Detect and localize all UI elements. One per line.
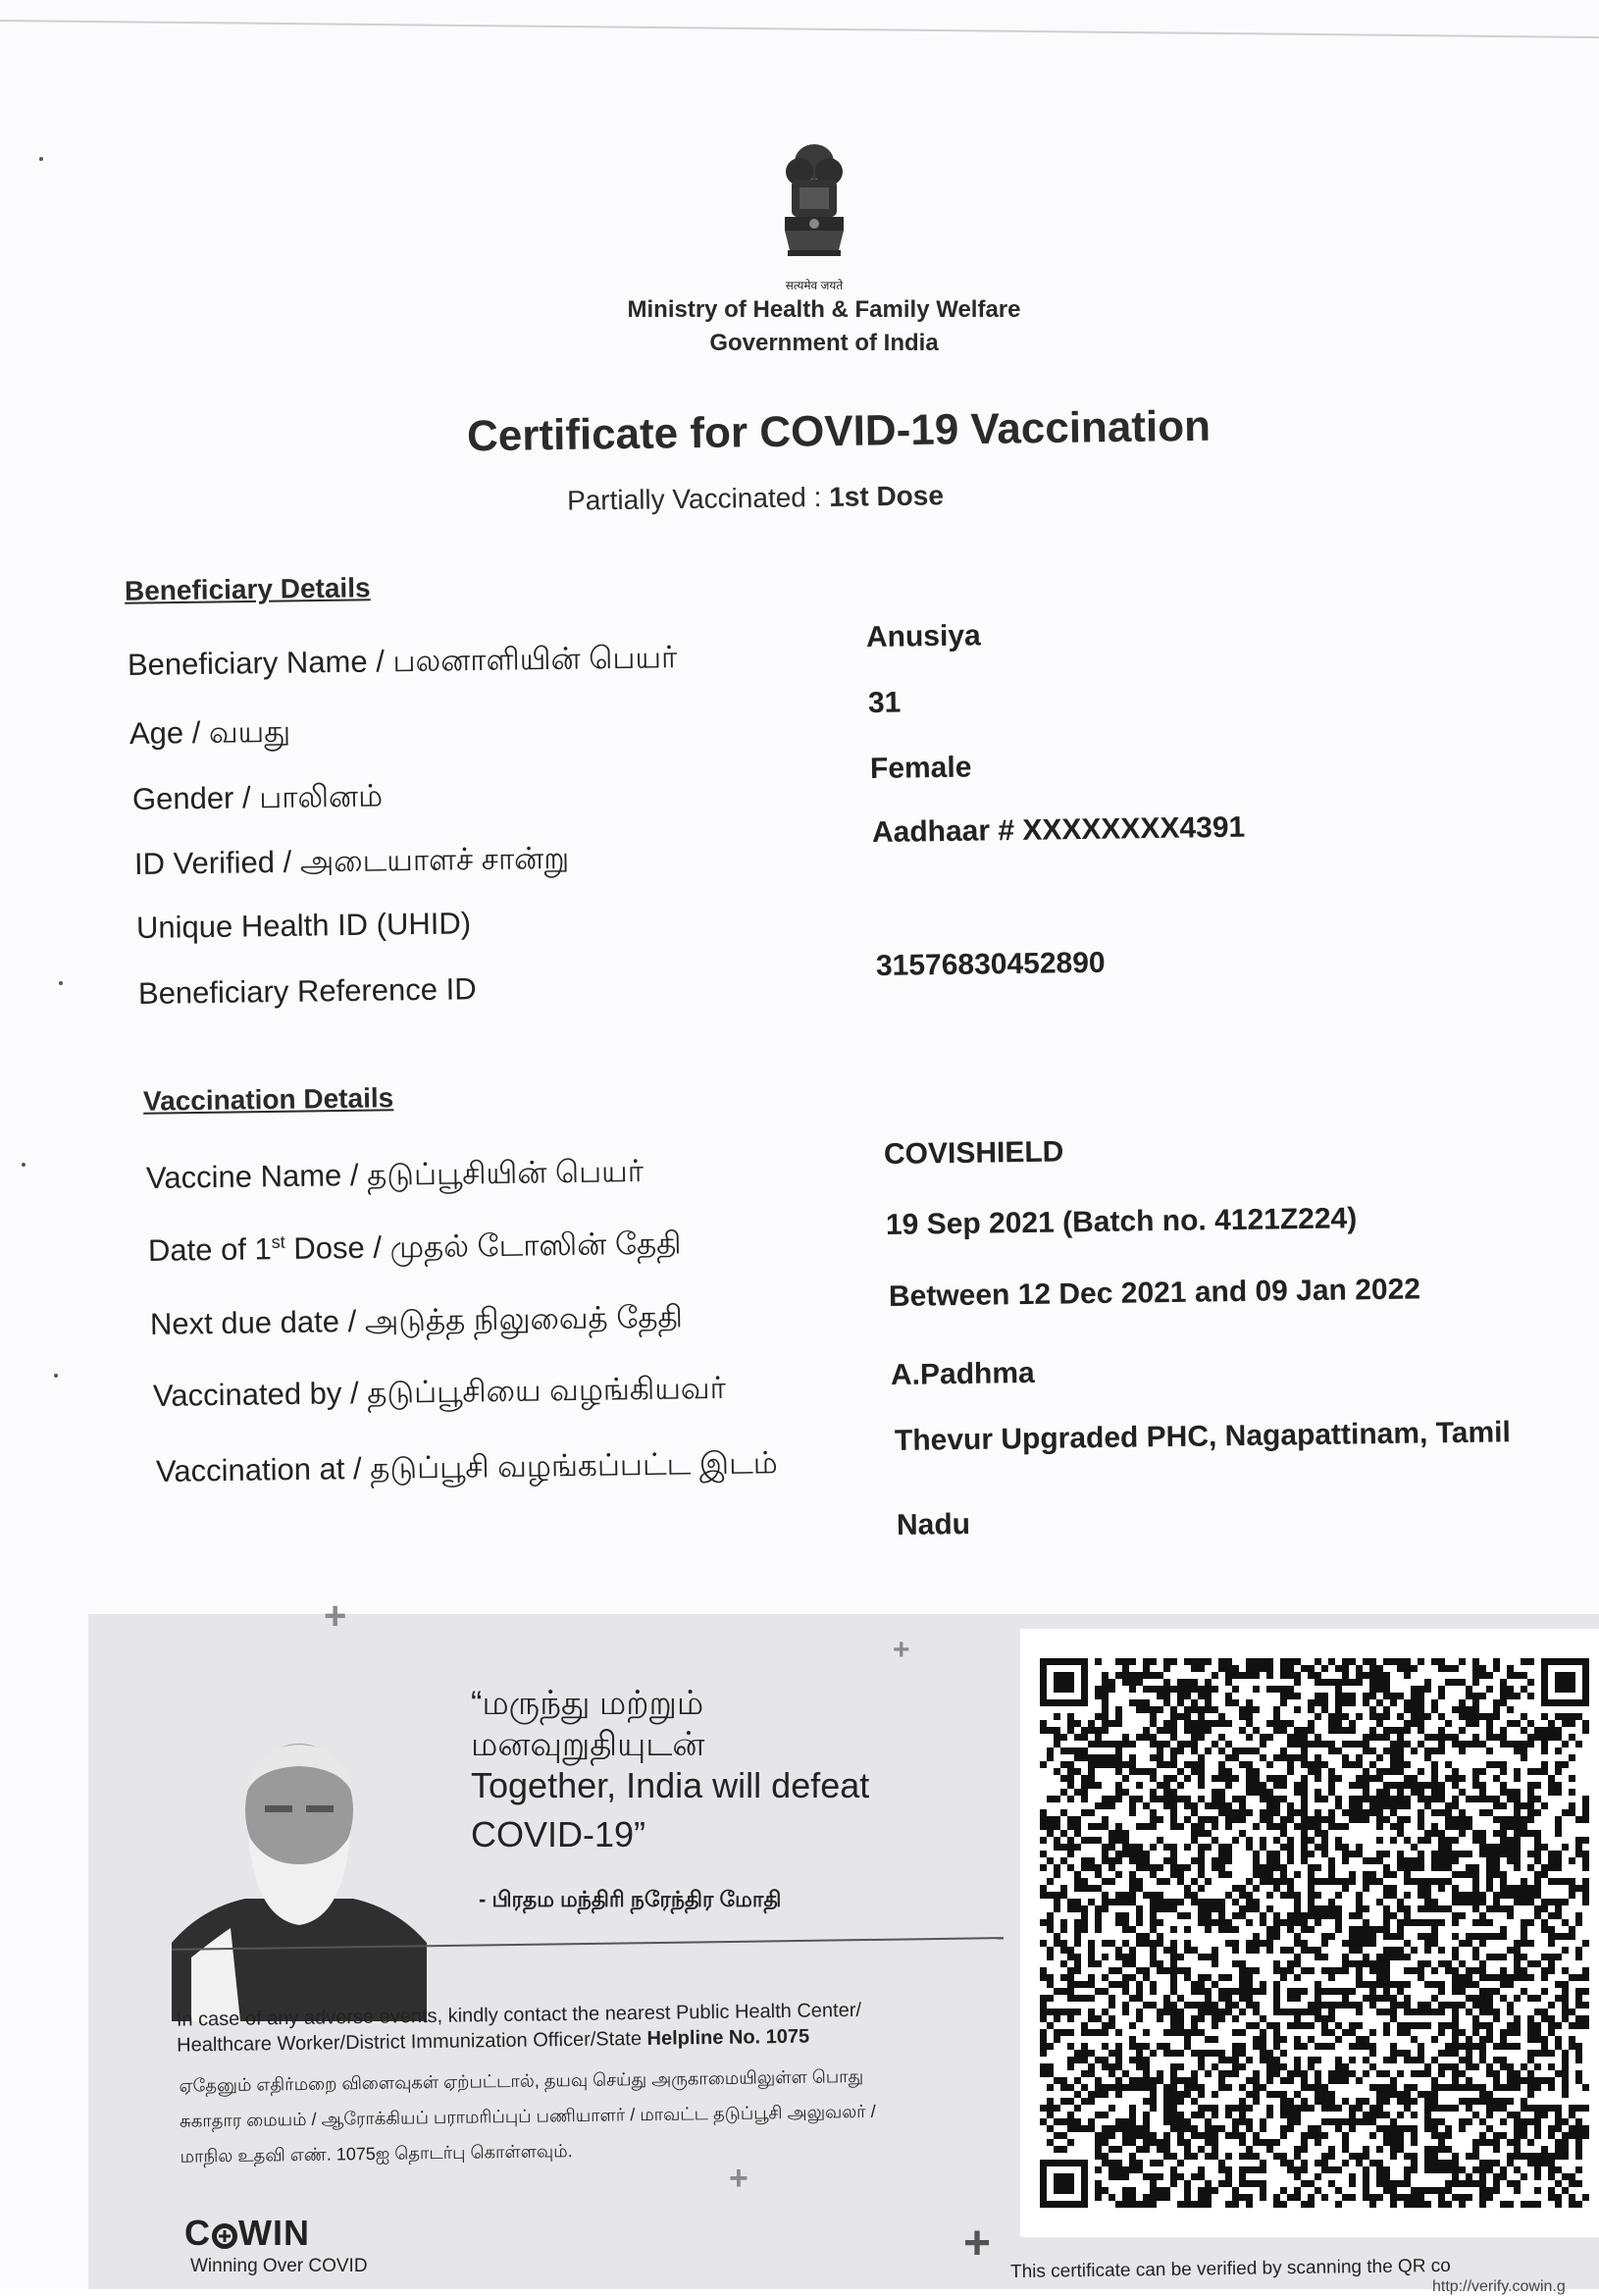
next-due-date-value: Between 12 Dec 2021 and 09 Jan 2022	[888, 1273, 1421, 1313]
plus-decoration-icon: +	[324, 1594, 347, 1638]
first-dose-date-label	[148, 1226, 682, 1273]
age-value: 31	[867, 686, 902, 719]
uhid-label: Unique Health ID (UHID)	[135, 906, 472, 945]
qr-finder-pattern	[1054, 2173, 1074, 2194]
beneficiary-details-heading: Beneficiary Details	[124, 572, 371, 606]
government-name: Government of India	[709, 330, 939, 356]
first-dose-label-prefix: Date of 1	[147, 1231, 273, 1268]
scan-speck	[59, 981, 63, 985]
age-label: Age / வயது	[129, 713, 291, 751]
adverse-events-tamil	[179, 2057, 984, 2173]
id-verified-value: Aadhaar # XXXXXXXX4391	[871, 810, 1246, 849]
cowin-logo-c: C	[184, 2213, 211, 2253]
verify-note: This certificate can be verified by scanning the QR co	[1009, 2255, 1451, 2283]
ministry-name: Ministry of Health & Family Welfare	[627, 296, 1021, 323]
adverse-en-line2-text: Healthcare Worker/District Immunization Officer/State	[177, 2027, 647, 2057]
first-dose-label-superscript: st	[271, 1231, 285, 1252]
helpline-number: Helpline No. 1075	[646, 2025, 810, 2050]
quote-tamil-line1: “மருந்து மற்றும்	[471, 1685, 704, 1722]
emblem-motto: सत्यमेव जयते	[785, 279, 844, 292]
verify-url: http://verify.cowin.g	[1432, 2278, 1566, 2295]
qr-code	[1040, 1658, 1589, 2208]
vaccination-details-heading: Vaccination Details	[142, 1082, 394, 1117]
first-dose-label-suffix: Dose / முதல் டோஸின் தேதி	[284, 1226, 682, 1267]
cowin-tagline: Winning Over COVID	[190, 2256, 368, 2276]
adverse-ta-line2: சுகாதார மையம் / ஆரோக்கியப் பராமரிப்புப் பணியாளர் / மாவட்ட தடுப்பூசி அலுவலர் /	[179, 2101, 876, 2131]
vaccination-place-value-line2: Nadu	[896, 1507, 971, 1541]
vaccinated-by-label: Vaccinated by / தடுப்பூசியை வழங்கியவர்	[152, 1370, 726, 1413]
scan-speck	[54, 1374, 58, 1378]
plus-decoration-icon: +	[729, 2160, 748, 2197]
vaccination-status	[422, 478, 1089, 518]
cowin-plus-icon	[212, 2223, 237, 2249]
qr-finder-pattern	[1555, 1672, 1575, 1693]
national-emblem-icon	[770, 140, 858, 263]
quote-tamil	[471, 1683, 704, 1765]
next-due-date-label: Next due date / அடுத்த நிலுவைத் தேதி	[149, 1299, 684, 1341]
pm-portrait	[172, 1717, 427, 2021]
adverse-events-english	[177, 1996, 962, 2058]
cowin-banner	[88, 1594, 1599, 2289]
reference-id-label: Beneficiary Reference ID	[137, 971, 477, 1011]
cowin-logo	[184, 2213, 368, 2277]
qr-finder-pattern	[1054, 1672, 1074, 1693]
beneficiary-name-value: Anusiya	[865, 619, 981, 653]
vaccine-name-value: COVISHIELD	[883, 1135, 1064, 1171]
quote-english	[471, 1761, 1001, 1859]
first-dose-date-value: 19 Sep 2021 (Batch no. 4121Z224)	[885, 1202, 1358, 1241]
vaccinated-by-value: A.Padhma	[890, 1356, 1035, 1391]
adverse-ta-line3: மாநில உதவி எண். 1075ஐ தொடர்பு கொள்ளவும்.	[180, 2141, 573, 2166]
quote-english-line1: Together, India will defeat	[471, 1765, 870, 1805]
status-value: 1st Dose	[828, 480, 945, 512]
id-verified-label: ID Verified / அடையாளச் சான்று	[133, 840, 570, 881]
qr-code-panel	[1020, 1629, 1599, 2237]
vaccine-name-label: Vaccine Name / தடுப்பூசியின் பெயர்	[145, 1153, 645, 1195]
plus-decoration-icon: +	[893, 1634, 910, 1666]
adverse-ta-line1: ஏதேனும் எதிர்மறை விளைவுகள் ஏற்பட்டால், தயவு செய்து அருகாமையிலுள்ள பொது	[179, 2065, 864, 2096]
status-label: Partially Vaccinated :	[566, 481, 830, 516]
scan-edge-line	[0, 20, 1599, 38]
gender-label: Gender / பாலினம்	[131, 778, 384, 816]
reference-id-value: 31576830452890	[875, 946, 1106, 982]
vaccination-place-label: Vaccination at / தடுப்பூசி வழங்கப்பட்ட இடம்	[155, 1445, 778, 1488]
quote-tamil-line2: மனவுறுதியுடன்	[471, 1726, 705, 1763]
plus-decoration-icon: +	[963, 2218, 992, 2270]
certificate-title: Certificate for COVID-19 Vaccination	[466, 401, 1212, 461]
scan-speck	[39, 157, 43, 161]
vaccination-place-value-line1: Thevur Upgraded PHC, Nagapattinam, Tamil	[894, 1416, 1512, 1457]
beneficiary-name-label: Beneficiary Name / பலனாளியின் பெயர்	[127, 640, 678, 682]
quote-attribution: - பிரதம மந்திரி நரேந்திர மோதி	[479, 1887, 782, 1911]
adverse-en-line1: In case of any adverse events, kindly contact the nearest Public Health Center/	[176, 1999, 862, 2031]
gender-value: Female	[869, 751, 972, 785]
quote-english-line2: COVID-19”	[471, 1814, 646, 1854]
qr-modules	[1040, 1658, 1589, 2208]
scan-speck	[22, 1163, 26, 1167]
cowin-logo-rest: WIN	[238, 2213, 310, 2253]
